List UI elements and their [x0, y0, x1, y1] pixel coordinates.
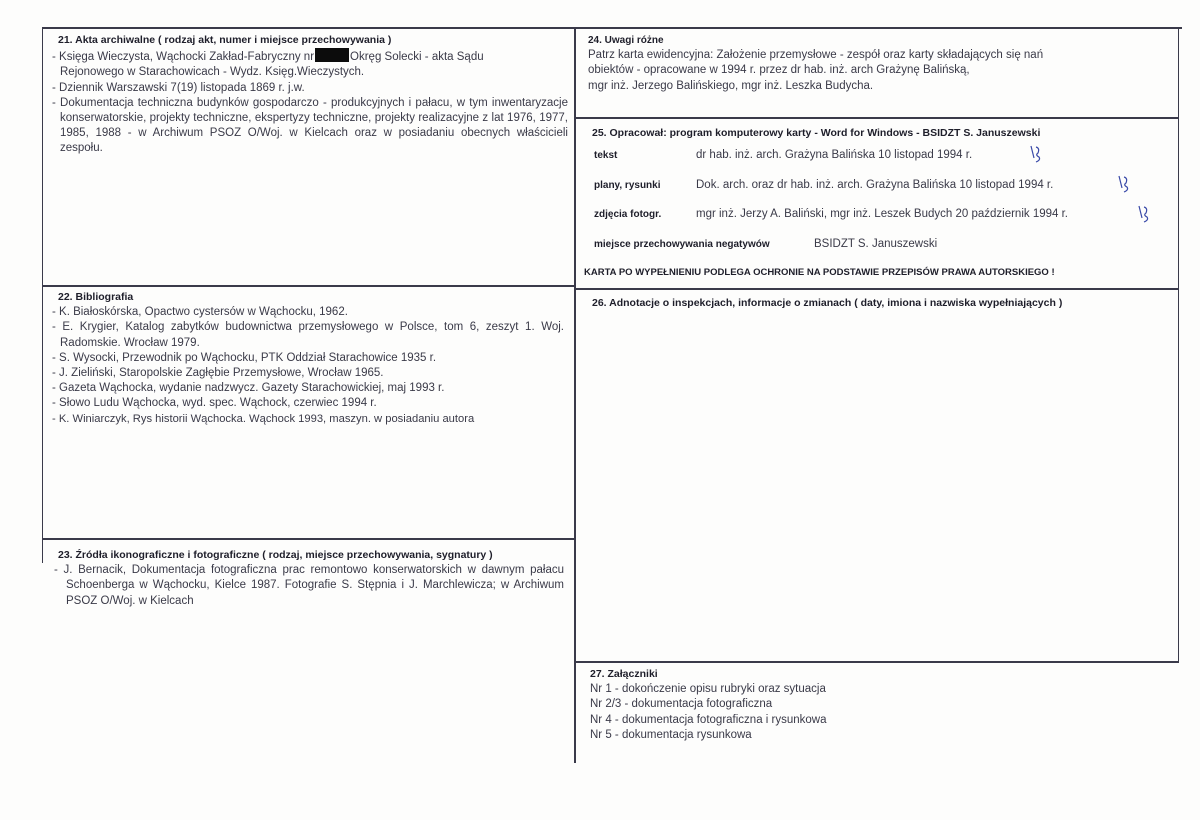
signature-initials-3: [1136, 204, 1152, 224]
section-27-attachments: [590, 667, 1150, 743]
section-21-line-3: - Dziennik Warszawski 7(19) listopada 1869 r. j.w.: [52, 81, 305, 94]
row-value: mgr inż. Jerzy A. Baliński, mgr inż. Leszek Budych 20 październik 1994 r.: [696, 208, 1068, 220]
attachment-item: Nr 5 - dokumentacja rysunkowa: [590, 728, 752, 741]
prepared-row-plans: [594, 179, 1054, 191]
section-24-line-2: obiektów - opracowane w 1994 r. przez dr hab. inż. arch Grażynę Balińską,: [588, 64, 970, 77]
row-label: plany, rysunki: [594, 180, 661, 191]
section-23-text: - J. Bernacik, Dokumentacja fotograficzna prac remontowo konserwatorskich w dawnym pałacu Schoenberga w Wąchocku, Kielce 1987. Fotografie S. Stępnia i J. Marchlewicza; w Archiwum PSOZ O/Woj. w Kielcach: [54, 564, 564, 607]
copyright-warning: KARTA PO WYPEŁNIENIU PODLEGA OCHRONIE NA PODSTAWIE PRZEPISÓW PRAWA AUTORSKIEGO !: [584, 267, 1055, 278]
row-value: BSIDZT S. Januszewski: [814, 238, 938, 250]
bibliography-item: - S. Wysocki, Przewodnik po Wąchocku, PTK Oddział Starachowice 1935 r.: [52, 351, 437, 364]
section-24-line-3: mgr inż. Jerzego Balińskiego, mgr inż. Leszka Budycha.: [588, 79, 874, 92]
left-divider-2: [42, 538, 575, 540]
section-21-line-1a: - Księga Wieczysta, Wąchocki Zakład-Fabryczny nr: [52, 51, 315, 64]
attachment-item: Nr 4 - dokumentacja fotograficzna i rysunkowa: [590, 713, 827, 726]
bibliography-item: - E. Krygier, Katalog zabytków budownictwa przemysłowego w Polsce, tom 6, zeszyt 1. Woj. Radomskie. Wrocław 1979.: [52, 321, 564, 349]
section-21-line-2: Rejonowego w Starachowicach - Wydz. Księg.Wieczystych.: [60, 66, 365, 79]
row-value: Dok. arch. oraz dr hab. inż. arch. Grażyna Balińska 10 listopad 1994 r.: [696, 179, 1054, 191]
center-divider: [574, 27, 576, 763]
redaction-block: [315, 48, 349, 62]
section-22-bibliography: [52, 290, 564, 427]
bibliography-item: - J. Zieliński, Staropolskie Zagłębie Przemysłowe, Wrocław 1965.: [52, 367, 384, 380]
bibliography-item: - K. Białoskórska, Opactwo cystersów w Wąchocku, 1962.: [52, 306, 348, 319]
section-23-heading: 23. Źródła ikonograficzne i fotograficzne ( rodzaj, miejsce przechowywania, sygnatury ): [58, 549, 493, 561]
section-22-heading: 22. Bibliografia: [58, 291, 134, 303]
section-21-archival-records: [52, 33, 568, 157]
prepared-row-photos: [594, 208, 1068, 220]
row-label: miejsce przechowywania negatywów: [594, 239, 770, 250]
right-divider-1: [576, 117, 1179, 119]
section-21-heading: 21. Akta archiwalne ( rodzaj akt, numer i miejsce przechowywania ): [58, 34, 392, 46]
right-border: [1178, 27, 1179, 663]
bibliography-item: - K. Winiarczyk, Rys historii Wąchocka. Wąchock 1993, maszyn. w posiadaniu autora: [52, 412, 475, 425]
left-border: [42, 27, 43, 563]
section-27-heading: 27. Załączniki: [590, 668, 658, 680]
right-divider-3: [576, 661, 1179, 663]
attachment-item: Nr 2/3 - dokumentacja fotograficzna: [590, 698, 773, 711]
section-21-line-4: - Dokumentacja techniczna budynków gospodarczo - produkcyjnych i pałacu, w tym inwentaryzacje konserwatorskie, projekty techniczne, ekspertyzy techniczne, projekty realizacyjne z lat 1976, 1977, 1985, 1988 - w Archiwum PSOZ O/Woj. w Kielcach oraz w posiadaniu obecnych właścicieli zespołu.: [52, 96, 568, 155]
right-divider-2: [576, 288, 1179, 290]
row-value: dr hab. inż. arch. Grażyna Balińska 10 listopad 1994 r.: [696, 149, 973, 161]
section-21-line-1b: Okręg Solecki - akta Sądu: [350, 51, 484, 64]
attachment-item: Nr 1 - dokończenie opisu rubryki oraz sytuacja: [590, 683, 826, 696]
section-26-heading: 26. Adnotacje o inspekcjach, informacje o zmianach ( daty, imiona i nazwiska wypełniających ): [592, 297, 1063, 309]
signature-initials-2: [1116, 174, 1132, 194]
section-24-heading: 24. Uwagi różne: [588, 35, 664, 46]
row-label: zdjęcia fotogr.: [594, 209, 662, 220]
row-label: tekst: [594, 150, 618, 161]
section-25-heading: 25. Opracował: program komputerowy karty - Word for Windows - BSIDZT S. Januszewski: [592, 127, 1041, 139]
section-24-remarks: [588, 33, 1173, 94]
signature-initials-1: [1028, 144, 1044, 164]
left-divider-1: [42, 285, 575, 287]
section-21-line-1: [52, 48, 568, 65]
bibliography-item: - Słowo Ludu Wąchocka, wyd. spec. Wąchock, czerwiec 1994 r.: [52, 397, 377, 410]
bibliography-item: - Gazeta Wąchocka, wydanie nadzwycz. Gazety Starachowickiej, maj 1993 r.: [52, 382, 445, 395]
section-23-iconographic-sources: [52, 548, 564, 609]
section-24-line-1: Patrz karta ewidencyjna: Założenie przemysłowe - zespół oraz karty składających się nań: [588, 49, 1044, 62]
prepared-row-text: [594, 149, 973, 161]
top-border: [42, 27, 1182, 29]
prepared-row-negatives: [594, 238, 938, 250]
